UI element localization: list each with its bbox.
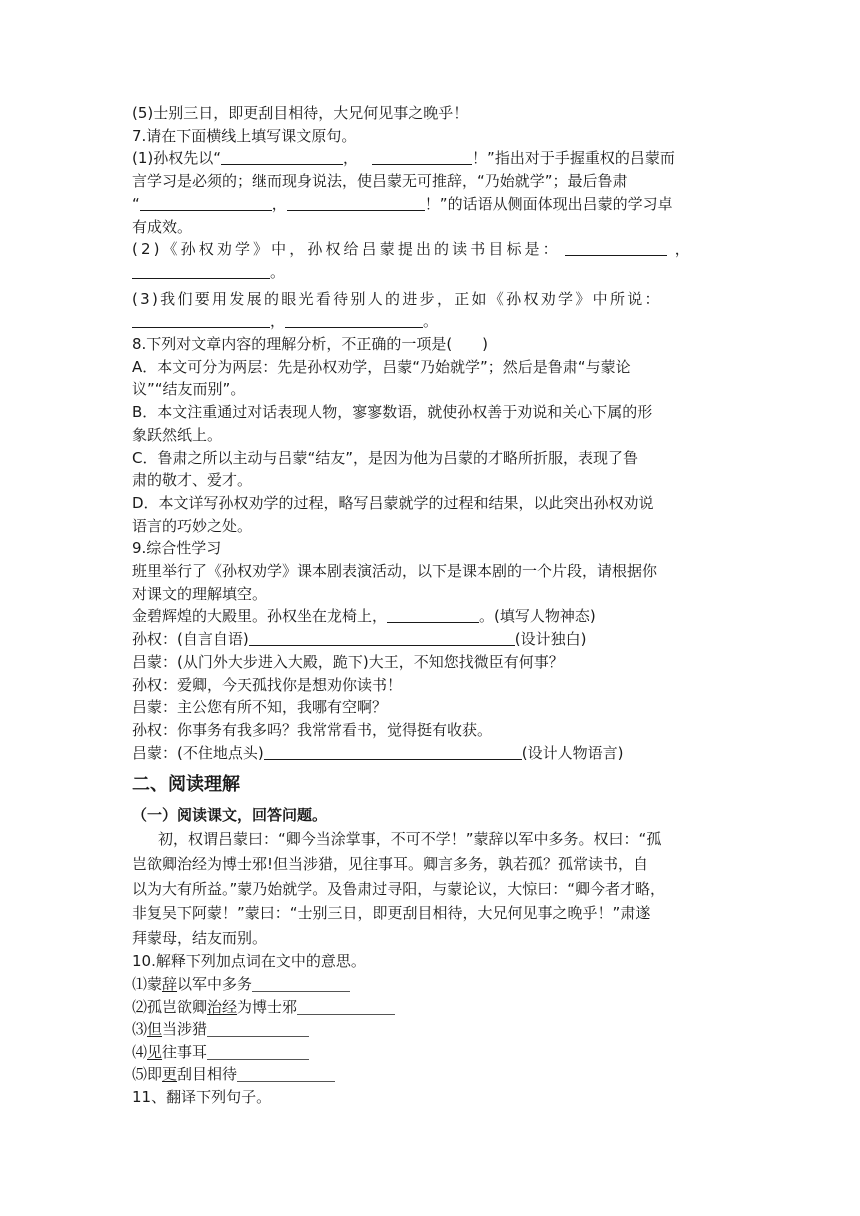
q9-script-line-6: 孙权：你事务有我多吗？我常常看书，觉得挺有收获。 bbox=[132, 720, 493, 739]
text: (3)我们要用发展的眼光看待别人的进步，正如《孙权劝学》中所说： bbox=[132, 289, 662, 308]
q7-item-3 bbox=[132, 288, 732, 311]
text: 。 bbox=[270, 262, 286, 281]
text: ⑸即 bbox=[132, 1065, 163, 1084]
q9-script-line-1 bbox=[132, 605, 732, 628]
text: (设计独白) bbox=[514, 630, 587, 649]
q9-intro: 班里举行了《孙权劝学》课本剧表演活动，以下是课本剧的一个片段，请根据你 bbox=[132, 562, 658, 581]
passage-line: 岂欲卿治经为博士邪!但当涉猎，见往事耳。卿言多务，孰若孤？孤常读书，自 bbox=[132, 854, 649, 873]
q10-item bbox=[132, 1041, 732, 1064]
passage-line: 以为大有所益。”蒙乃始就学。及鲁肃过寻阳，与蒙论议，大惊曰：“卿今者才略， bbox=[132, 879, 666, 898]
answer-blank[interactable] bbox=[297, 999, 395, 1015]
text: 当涉猎 bbox=[162, 1020, 208, 1039]
text: 吕蒙：(不住地点头) bbox=[132, 743, 264, 762]
text: 刮目相待 bbox=[177, 1065, 238, 1084]
text: 。(填写人物神态) bbox=[479, 607, 596, 626]
q8-option-c bbox=[132, 447, 732, 492]
q7-item-1-cont bbox=[132, 170, 732, 193]
text: 孙权：(自言自语) bbox=[132, 630, 249, 649]
text: ⑷ bbox=[132, 1042, 148, 1061]
q8-option-b bbox=[132, 401, 732, 446]
text: ， bbox=[343, 149, 359, 168]
answer-blank[interactable] bbox=[207, 1021, 309, 1037]
q9-script-line-2 bbox=[132, 628, 732, 651]
q7-item-1 bbox=[132, 147, 732, 170]
text: 金碧辉煌的大殿里。孙权坐在龙椅上， bbox=[132, 607, 388, 626]
worksheet-page bbox=[132, 102, 732, 1109]
answer-blank[interactable] bbox=[287, 195, 425, 211]
text: 以军中多务 bbox=[177, 974, 253, 993]
answer-blank[interactable] bbox=[237, 1066, 335, 1082]
answer-blank[interactable] bbox=[249, 630, 515, 646]
passage-line: 拜蒙母，结友而别。 bbox=[132, 928, 268, 947]
answer-blank[interactable] bbox=[207, 1044, 309, 1060]
q9-script-line-3: 吕蒙：(从门外大步进入大殿，跪下)大王，不知您找微臣有何事？ bbox=[132, 652, 564, 671]
answer-blank[interactable] bbox=[264, 744, 522, 760]
answer-blank[interactable] bbox=[252, 976, 350, 992]
key-word: 但 bbox=[147, 1020, 163, 1039]
q7-item-1-cont3 bbox=[132, 216, 732, 239]
text: 言学习是必须的；继而现身说法，使吕蒙无可推辞，“乃始就学”；最后鲁肃 bbox=[132, 172, 628, 191]
answer-blank[interactable] bbox=[140, 195, 272, 211]
q9-script-line-7 bbox=[132, 742, 732, 765]
text: 肃的敬才、爱才。 bbox=[132, 471, 253, 490]
key-word: 更 bbox=[162, 1065, 178, 1084]
text: ， bbox=[270, 312, 286, 331]
text: 。 bbox=[423, 312, 439, 331]
reading-passage bbox=[132, 827, 732, 950]
q10-item bbox=[132, 973, 732, 996]
answer-blank[interactable] bbox=[565, 240, 667, 256]
text: “ bbox=[132, 194, 140, 213]
text: 往事耳 bbox=[162, 1042, 208, 1061]
passage-line: 非复吴下阿蒙！”蒙曰：“士别三日，即更刮目相待，大兄何见事之晚乎！”肃遂 bbox=[132, 904, 651, 923]
q10-item bbox=[132, 1018, 732, 1041]
text: 为博士邪 bbox=[237, 997, 298, 1016]
q9-title: 9.综合性学习 bbox=[132, 539, 222, 558]
q10-item bbox=[132, 996, 732, 1019]
q10-title: 10.解释下列加点词在文中的意思。 bbox=[132, 952, 366, 971]
key-word: 见 bbox=[147, 1042, 163, 1061]
text: ！”的话语从侧面体现出吕蒙的学习卓 bbox=[424, 194, 673, 213]
text: D．本文详写孙权劝学的过程，略写吕蒙就学的过程和结果，以此突出孙权劝说 bbox=[132, 493, 654, 512]
q7-title bbox=[132, 125, 732, 148]
answer-blank[interactable] bbox=[285, 312, 423, 328]
section-heading: 二、阅读理解 bbox=[132, 774, 240, 796]
text: ⑴蒙 bbox=[132, 974, 163, 993]
q10 bbox=[132, 950, 732, 1108]
answer-blank[interactable] bbox=[372, 149, 472, 165]
q8-option-d bbox=[132, 492, 732, 537]
q7-item-2 bbox=[132, 238, 732, 261]
text: B．本文注重通过对话表现人物，寥寥数语，就使孙权善于劝说和关心下属的形 bbox=[132, 403, 653, 422]
text: 8.下列对文章内容的理解分析，不正确的一项是( ) bbox=[132, 335, 489, 354]
answer-blank[interactable] bbox=[387, 607, 479, 623]
text: (5)士别三日，即更刮目相待，大兄何见事之晚乎！ bbox=[132, 104, 469, 122]
text: ， bbox=[271, 194, 287, 213]
text: 语言的巧妙之处。 bbox=[132, 516, 253, 535]
q8-option-a bbox=[132, 356, 732, 401]
subsection-heading: （一）阅读课文，回答问题。 bbox=[132, 806, 328, 825]
text: ⑵孤岂欲卿 bbox=[132, 997, 208, 1016]
q11-title: 11、翻译下列句子。 bbox=[132, 1087, 272, 1106]
q9-script-line-4: 孙权：爱卿，今天孤找你是想劝你读书！ bbox=[132, 675, 403, 694]
key-word: 辞 bbox=[162, 974, 178, 993]
answer-blank[interactable] bbox=[221, 149, 343, 165]
q7-item-3-cont bbox=[132, 310, 732, 333]
text: ， bbox=[674, 240, 693, 259]
text: (设计人物语言) bbox=[521, 743, 624, 762]
text: (2)《孙权劝学》中，孙权给吕蒙提出的读书目标是： bbox=[132, 240, 561, 259]
q7-item-1-cont2 bbox=[132, 193, 732, 216]
key-word: 治经 bbox=[207, 997, 238, 1016]
text: 有成效。 bbox=[132, 217, 193, 236]
q7-item-2-cont bbox=[132, 261, 732, 284]
q6-item-5 bbox=[132, 102, 732, 125]
q9-script-line-5: 吕蒙：主公您有所不知，我哪有空啊？ bbox=[132, 698, 388, 717]
text: 象跃然纸上。 bbox=[132, 425, 223, 444]
q10-item bbox=[132, 1063, 732, 1086]
q8-title bbox=[132, 333, 732, 356]
answer-blank[interactable] bbox=[132, 263, 270, 279]
text: C．鲁肃之所以主动与吕蒙“结友”，是因为他为吕蒙的才略所折服，表现了鲁 bbox=[132, 448, 639, 467]
passage-line: 初，权谓吕蒙曰：“卿今当涂掌事，不可不学！”蒙辞以军中多务。权曰：“孤 bbox=[158, 830, 662, 849]
text: A．本文可分为两层：先是孙权劝学，吕蒙“乃始就学”；然后是鲁肃“与蒙论 bbox=[132, 357, 631, 376]
text: ！”指出对于手握重权的吕蒙而 bbox=[472, 149, 675, 168]
text: 7.请在下面横线上填写课文原句。 bbox=[132, 126, 357, 145]
q9-intro-cont: 对课文的理解填空。 bbox=[132, 584, 268, 603]
text: 议”“结友而别”。 bbox=[132, 380, 246, 399]
answer-blank[interactable] bbox=[132, 312, 270, 328]
text: ⑶ bbox=[132, 1020, 148, 1039]
text: (1)孙权先以“ bbox=[132, 149, 222, 168]
